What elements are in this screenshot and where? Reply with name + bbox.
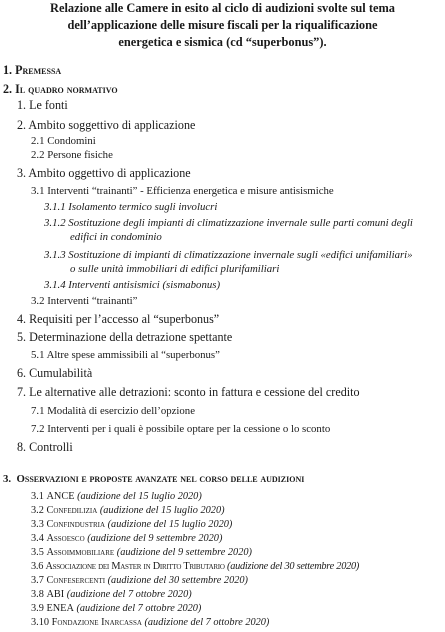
toc-subitem: 5.1 Altre spese ammissibili al “superbonus” xyxy=(31,349,220,361)
document-title xyxy=(10,0,435,51)
item-name: Fondazione Inarcassa xyxy=(51,617,142,628)
item-date: (audizione del 15 luglio 2020) xyxy=(107,519,233,530)
item-name: ANCE xyxy=(46,491,75,502)
toc-subsubitem: 3.1.4 Interventi antisismici (sismabonus) xyxy=(44,279,221,291)
section-number: 3. xyxy=(3,473,12,485)
item-date: (audizione del 9 settembre 2020) xyxy=(116,547,252,558)
toc-item: 7. Le alternative alle detrazioni: sconto in fattura e cessione del credito xyxy=(17,385,360,399)
audizione-item xyxy=(31,559,359,574)
toc-item: 4. Requisiti per l’accesso al “superbonus” xyxy=(17,312,220,326)
item-name: ENEA xyxy=(46,603,74,614)
item-date: (audizione del 7 ottobre 2020) xyxy=(144,617,270,628)
item-number: 3.6 xyxy=(31,561,44,572)
section-2-heading xyxy=(3,82,118,97)
toc-item: 8. Controlli xyxy=(17,440,73,454)
toc-subsubitem: 3.1.2 Sostituzione degli impianti di climatizzazione invernale sulle parti comuni degli xyxy=(44,217,413,229)
toc-subsubitem: 3.1.1 Isolamento termico sugli involucri xyxy=(44,201,218,213)
toc-item: 6. Cumulabilità xyxy=(17,366,93,380)
section-label: Premessa xyxy=(15,63,62,77)
item-name: ABI xyxy=(46,589,65,600)
item-number: 3.1 xyxy=(31,491,44,502)
item-date: (audizione del 7 ottobre 2020) xyxy=(76,603,202,614)
item-name: Associazione dei Master in Diritto Tributario xyxy=(45,561,225,572)
toc-item: 5. Determinazione della detrazione spettante xyxy=(17,330,233,344)
item-name: Confesercenti xyxy=(46,575,106,586)
item-date: (audizione del 30 settembre 2020) xyxy=(227,561,360,572)
title-line-2: dell’applicazione delle misure fiscali per la riqualificazione xyxy=(67,18,378,32)
item-name: Confindustria xyxy=(46,519,106,530)
toc-subitem: 2.2 Persone fisiche xyxy=(31,149,113,161)
item-number: 3.4 xyxy=(31,533,44,544)
audizione-item xyxy=(31,573,248,588)
title-line-1: Relazione alle Camere in esito al ciclo di audizioni svolte sul tema xyxy=(50,1,395,15)
audizione-item xyxy=(31,531,222,546)
section-3-heading xyxy=(3,472,304,487)
toc-subsubitem: 3.1.3 Sostituzione di impianti di climatizzazione invernale sugli «edifici unifamiliari» xyxy=(44,249,413,261)
item-number: 3.3 xyxy=(31,519,44,530)
toc-subsubitem-cont: o sulle unità immobiliari di edifici plurifamiliari xyxy=(70,263,280,275)
item-name: Assoesco xyxy=(46,533,85,544)
section-label: Osservazioni e proposte avanzate nel corso delle audizioni xyxy=(16,473,305,485)
item-number: 3.10 xyxy=(31,617,50,628)
title-line-3: energetica e sismica (cd “superbonus”). xyxy=(118,35,327,49)
section-label: Il quadro normativo xyxy=(15,82,118,96)
item-name: Assoimmobiliare xyxy=(46,547,115,558)
item-number: 3.2 xyxy=(31,505,44,516)
audizione-item xyxy=(31,489,202,504)
item-number: 3.8 xyxy=(31,589,44,600)
item-number: 3.5 xyxy=(31,547,44,558)
item-date: (audizione del 9 settembre 2020) xyxy=(87,533,223,544)
toc-subitem: 7.2 Interventi per i quali è possibile optare per la cessione o lo sconto xyxy=(31,423,331,435)
section-number: 2. xyxy=(3,82,13,96)
toc-item: 2. Ambito soggettivo di applicazione xyxy=(17,118,196,132)
audizione-item xyxy=(31,587,192,602)
item-name: Confedilizia xyxy=(46,505,98,516)
toc-subitem: 3.1 Interventi “trainanti” - Efficienza energetica e misure antisismiche xyxy=(31,185,334,197)
audizione-item xyxy=(31,615,269,630)
item-date: (audizione del 30 settembre 2020) xyxy=(107,575,248,586)
section-1-heading xyxy=(3,63,61,78)
toc-item: 3. Ambito oggettivo di applicazione xyxy=(17,166,191,180)
toc-subitem: 3.2 Interventi “trainanti” xyxy=(31,295,138,307)
item-date: (audizione del 15 luglio 2020) xyxy=(77,491,202,502)
toc-subitem: 2.1 Condomini xyxy=(31,135,96,147)
audizione-item xyxy=(31,517,232,532)
audizione-item xyxy=(31,545,252,560)
audizione-item xyxy=(31,601,201,616)
item-date: (audizione del 7 ottobre 2020) xyxy=(66,589,192,600)
audizione-item xyxy=(31,503,225,518)
section-number: 1. xyxy=(3,63,13,77)
item-number: 3.7 xyxy=(31,575,44,586)
toc-subsubitem-cont: edifici in condominio xyxy=(70,231,162,243)
toc-item: 1. Le fonti xyxy=(17,98,68,112)
item-date: (audizione del 15 luglio 2020) xyxy=(99,505,225,516)
toc-subitem: 7.1 Modalità di esercizio dell’opzione xyxy=(31,405,195,417)
item-number: 3.9 xyxy=(31,603,44,614)
